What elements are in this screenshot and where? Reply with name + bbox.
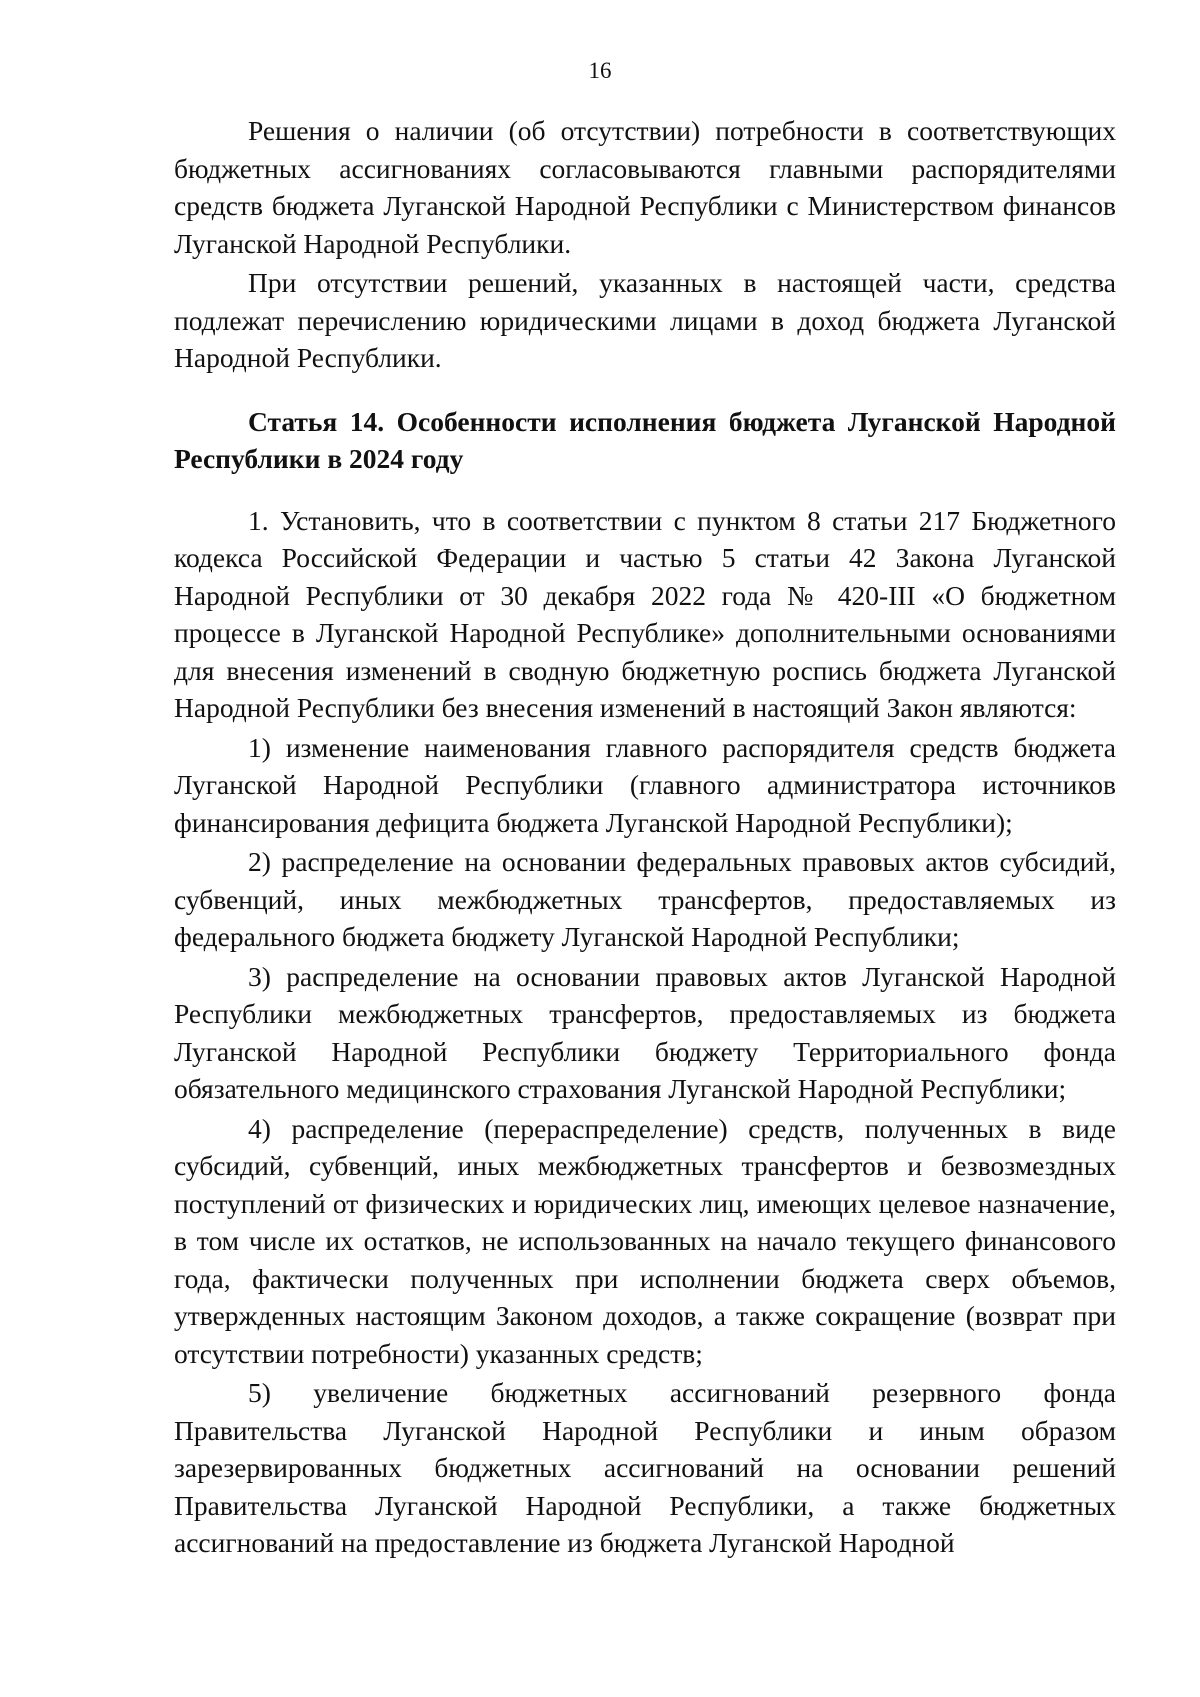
intro-paragraph-1: Решения о наличии (об отсутствии) потребности в соответствующих бюджетных ассигнованиях согласовываются главными распорядителями средств бюджета Луганской Народной Республики с Министерством финансов Луганской Народной Республики. bbox=[174, 115, 1116, 259]
intro-paragraph-2: При отсутствии решений, указанных в настоящей части, средства подлежат перечислению юридическими лицами в доход бюджета Луганской Народной Республики. bbox=[174, 267, 1116, 373]
page-content bbox=[174, 112, 1116, 1564]
clause-1-paragraph: 1. Установить, что в соответствии с пунктом 8 статьи 217 Бюджетного кодекса Российской Федерации и частью 5 статьи 42 Закона Луганской Народной Республики от 30 декабря 2022 года № 420-III «О бюджетном процессе в Луганской Народной Республике» дополнительными основаниями для внесения изменений в сводную бюджетную роспись бюджета Луганской Народной Республики без внесения изменений в настоящий Закон являются: bbox=[174, 504, 1116, 723]
article-heading: Статья 14. Особенности исполнения бюджета Луганской Народной Республики в 2024 году bbox=[174, 405, 1116, 474]
subclause-5-paragraph: 5) увеличение бюджетных ассигнований резервного фонда Правительства Луганской Народной Республики и иным образом зарезервированных бюджетных ассигнований на основании решений Правительства Луганской Народной Республики, а также бюджетных ассигнований на предоставление из бюджета Луганской Народной bbox=[174, 1377, 1116, 1558]
subclause-1-paragraph: 1) изменение наименования главного распорядителя средств бюджета Луганской Народной Республики (главного администратора источников финансирования дефицита бюджета Луганской Народной Республики); bbox=[174, 731, 1116, 838]
page-number: 16 bbox=[588, 58, 612, 83]
subclause-3-paragraph: 3) распределение на основании правовых актов Луганской Народной Республики межбюджетных трансфертов, предоставляемых из бюджета Луганской Народной Республики бюджету Территориального фонда обязательного медицинского страхования Луганской Народной Республики; bbox=[174, 960, 1116, 1104]
subclause-4-paragraph: 4) распределение (перераспределение) средств, полученных в виде субсидий, субвенций, иных межбюджетных трансфертов и безвозмездных поступлений от физических и юридических лиц, имеющих целевое назначение, в том числе их остатков, не использованных на начало текущего финансового года, фактически полученных при исполнении бюджета сверх объемов, утвержденных настоящим Законом доходов, а также сокращение (возврат при отсутствии потребности) указанных средств; bbox=[174, 1112, 1116, 1369]
subclause-2-paragraph: 2) распределение на основании федеральных правовых актов субсидий, субвенций, иных межбюджетных трансфертов, предоставляемых из федерального бюджета бюджету Луганской Народной Республики; bbox=[174, 846, 1116, 952]
